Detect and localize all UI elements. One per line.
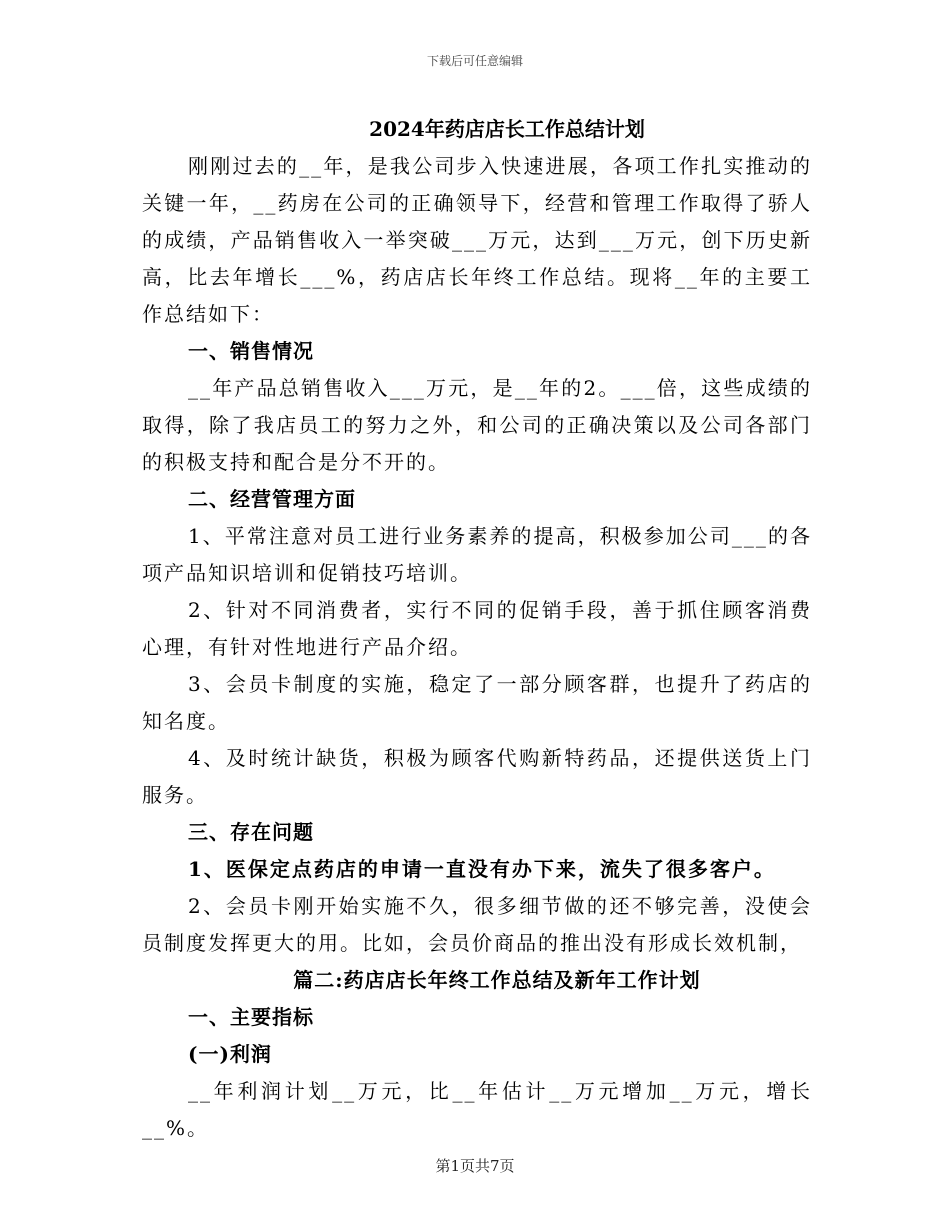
- part-two-title: 篇二:药店店长年终工作总结及新年工作计划: [293, 968, 701, 992]
- document-title: 2024年药店店长工作总结计划: [369, 117, 645, 141]
- problem-item-2: 2、会员卡刚开始实施不久，很多细节做的还不够完善，没使会员制度发挥更大的用。比如，会员价商品的推出没有形成长效机制，: [142, 894, 812, 955]
- section-heading-problems: 三、存在问题: [188, 820, 314, 844]
- section-heading-indicators: 一、主要指标: [188, 1005, 314, 1029]
- section-heading-management: 二、经营管理方面: [188, 487, 356, 511]
- management-item-3: 3、会员卡制度的实施，稳定了一部分顾客群，也提升了药店的知名度。: [142, 672, 812, 733]
- subsection-heading-profit: (一)利润: [188, 1042, 272, 1066]
- intro-paragraph: 刚刚过去的__年，是我公司步入快速进展，各项工作扎实推动的关键一年，__药房在公司的正确领导下，经营和管理工作取得了骄人的成绩，产品销售收入一举突破___万元，达到___万元，创下历史新高，比去年增长___%，药店店长年终工作总结。现将__年的主要工作总结如下：: [142, 154, 812, 326]
- management-item-2: 2、针对不同消费者，实行不同的促销手段，善于抓住顾客消费心理，有针对性地进行产品介绍。: [142, 598, 812, 659]
- sales-paragraph: __年产品总销售收入___万元，是__年的2。___倍，这些成绩的取得，除了我店员工的努力之外，和公司的正确决策以及公司各部门的积极支持和配合是分不开的。: [142, 376, 812, 474]
- management-item-4: 4、及时统计缺货，积极为顾客代购新特药品，还提供送货上门服务。: [142, 746, 812, 807]
- header-note: 下载后可任意编辑: [426, 54, 523, 68]
- management-item-1: 1、平常注意对员工进行业务素养的提高，积极参加公司___的各项产品知识培训和促销技巧培训。: [142, 524, 812, 585]
- problem-item-1: 1、医保定点药店的申请一直没有办下来，流失了很多客户。: [188, 857, 776, 881]
- profit-paragraph: __年利润计划__万元，比__年估计__万元增加__万元，增长__%。: [142, 1079, 812, 1140]
- page-footer: 第1页共7页: [435, 1157, 515, 1175]
- section-heading-sales: 一、销售情况: [188, 339, 314, 363]
- document-body: [142, 110, 812, 1147]
